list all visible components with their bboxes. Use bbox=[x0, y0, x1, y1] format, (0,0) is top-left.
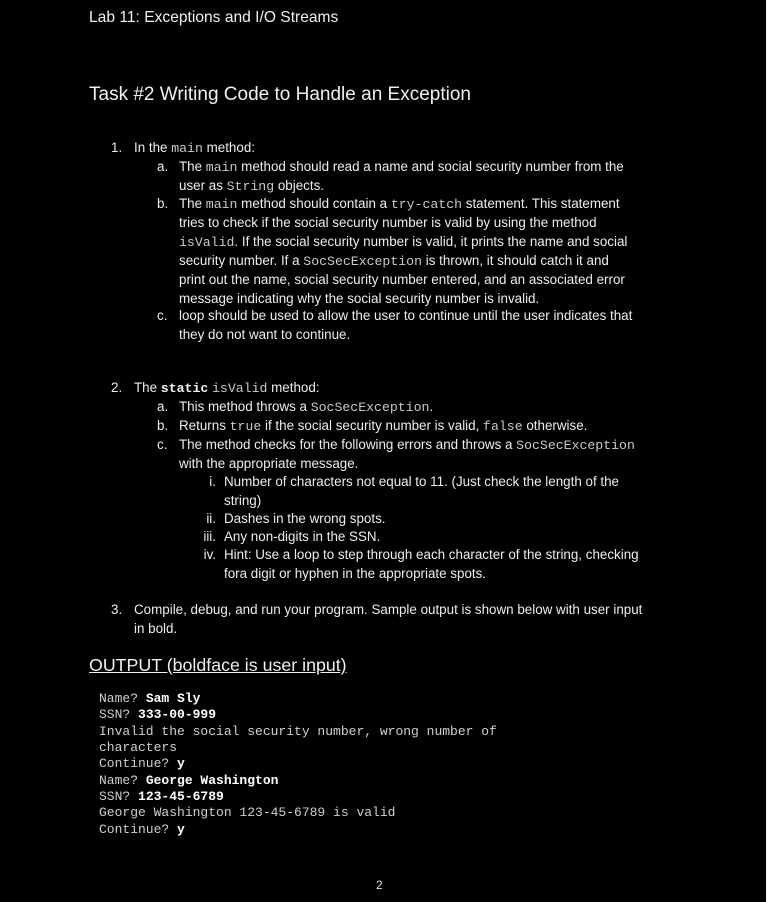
roman-i-number: i. bbox=[209, 474, 216, 489]
section2-b-text: Returns true if the social security number is valid, false otherwise. bbox=[179, 418, 588, 434]
page-header: Lab 11: Exceptions and I/O Streams bbox=[89, 9, 339, 26]
section2-b-letter: b. bbox=[157, 418, 169, 433]
section1-b-letter: b. bbox=[157, 196, 169, 211]
section1-a-letter: a. bbox=[157, 159, 169, 174]
output-line: SSN? 333-00-999 bbox=[99, 707, 217, 722]
section2-number: 2. bbox=[111, 380, 123, 395]
section1-c-letter: c. bbox=[157, 308, 168, 323]
document-page: Lab 11: Exceptions and I/O Streams Task #2 Writing Code to Handle an Exception 1. In the main method: a. The main method should read a name and social security number from the user as String objects. b. The main method should contain a try-catch statement. This statement tries to check if the social security number is valid by using the method isValid. If the social security number is valid, it prints the name and social security number. If a SocSecException is thrown, it should catch it and print out the name, social security number entered, and an associated error message indicating why the social security number is invalid. c. loop should be used to allow the user to continue until the user indicates that they do not want to continue. 2. The static isValid method: a. This method throws a SocSecException. b. Returns true if the social security number is valid, false otherwise. c. The method checks for the following errors and throws a SocSecException with the appropriate message. i. Number of characters not equal to 11. (Just check the length of the string) ii. Dashes in the wrong spots. iii. Any non-digits in the SSN. iv. Hint: Use a loop to step through each character of the string, checking fora digit or hyphen in the appropriate spots. 3. Compile, debug, and run your program. Sample output is shown below with user input in bold. OUTPUT (boldface is user input) Name? Sam Sly SSN? 333-00-999 Invalid the social security number, wrong number of characters Continue? y Name? George Washington SSN? 123-45-6789 George Washington 123-45-6789 is valid Continue? y 2 bbox=[0, 0, 766, 902]
section2-a-letter: a. bbox=[157, 399, 169, 414]
roman-iii-number: iii. bbox=[203, 529, 216, 544]
output-line: George Washington 123-45-6789 is valid bbox=[99, 805, 396, 820]
section1-intro: In the main method: bbox=[134, 140, 255, 156]
output-line: characters bbox=[99, 740, 178, 755]
output-line: Continue? y bbox=[99, 756, 185, 771]
roman-ii-number: ii. bbox=[206, 511, 216, 526]
section1-number: 1. bbox=[111, 140, 123, 155]
output-heading: OUTPUT (boldface is user input) bbox=[89, 655, 347, 675]
output-line: Name? Sam Sly bbox=[99, 691, 201, 706]
output-line: Name? George Washington bbox=[99, 773, 279, 788]
task-title: Task #2 Writing Code to Handle an Exception bbox=[89, 84, 471, 105]
output-line: SSN? 123-45-6789 bbox=[99, 789, 224, 804]
section2-c-letter: c. bbox=[157, 437, 168, 452]
section3-number: 3. bbox=[111, 602, 123, 617]
section2-a-text: This method throws a SocSecException. bbox=[179, 399, 434, 415]
output-line: Invalid the social security number, wrong number of bbox=[99, 724, 497, 739]
roman-iv-number: iv. bbox=[203, 547, 216, 562]
page-number: 2 bbox=[376, 878, 383, 892]
section2-intro: The static isValid method: bbox=[134, 380, 320, 396]
output-line: Continue? y bbox=[99, 822, 185, 837]
